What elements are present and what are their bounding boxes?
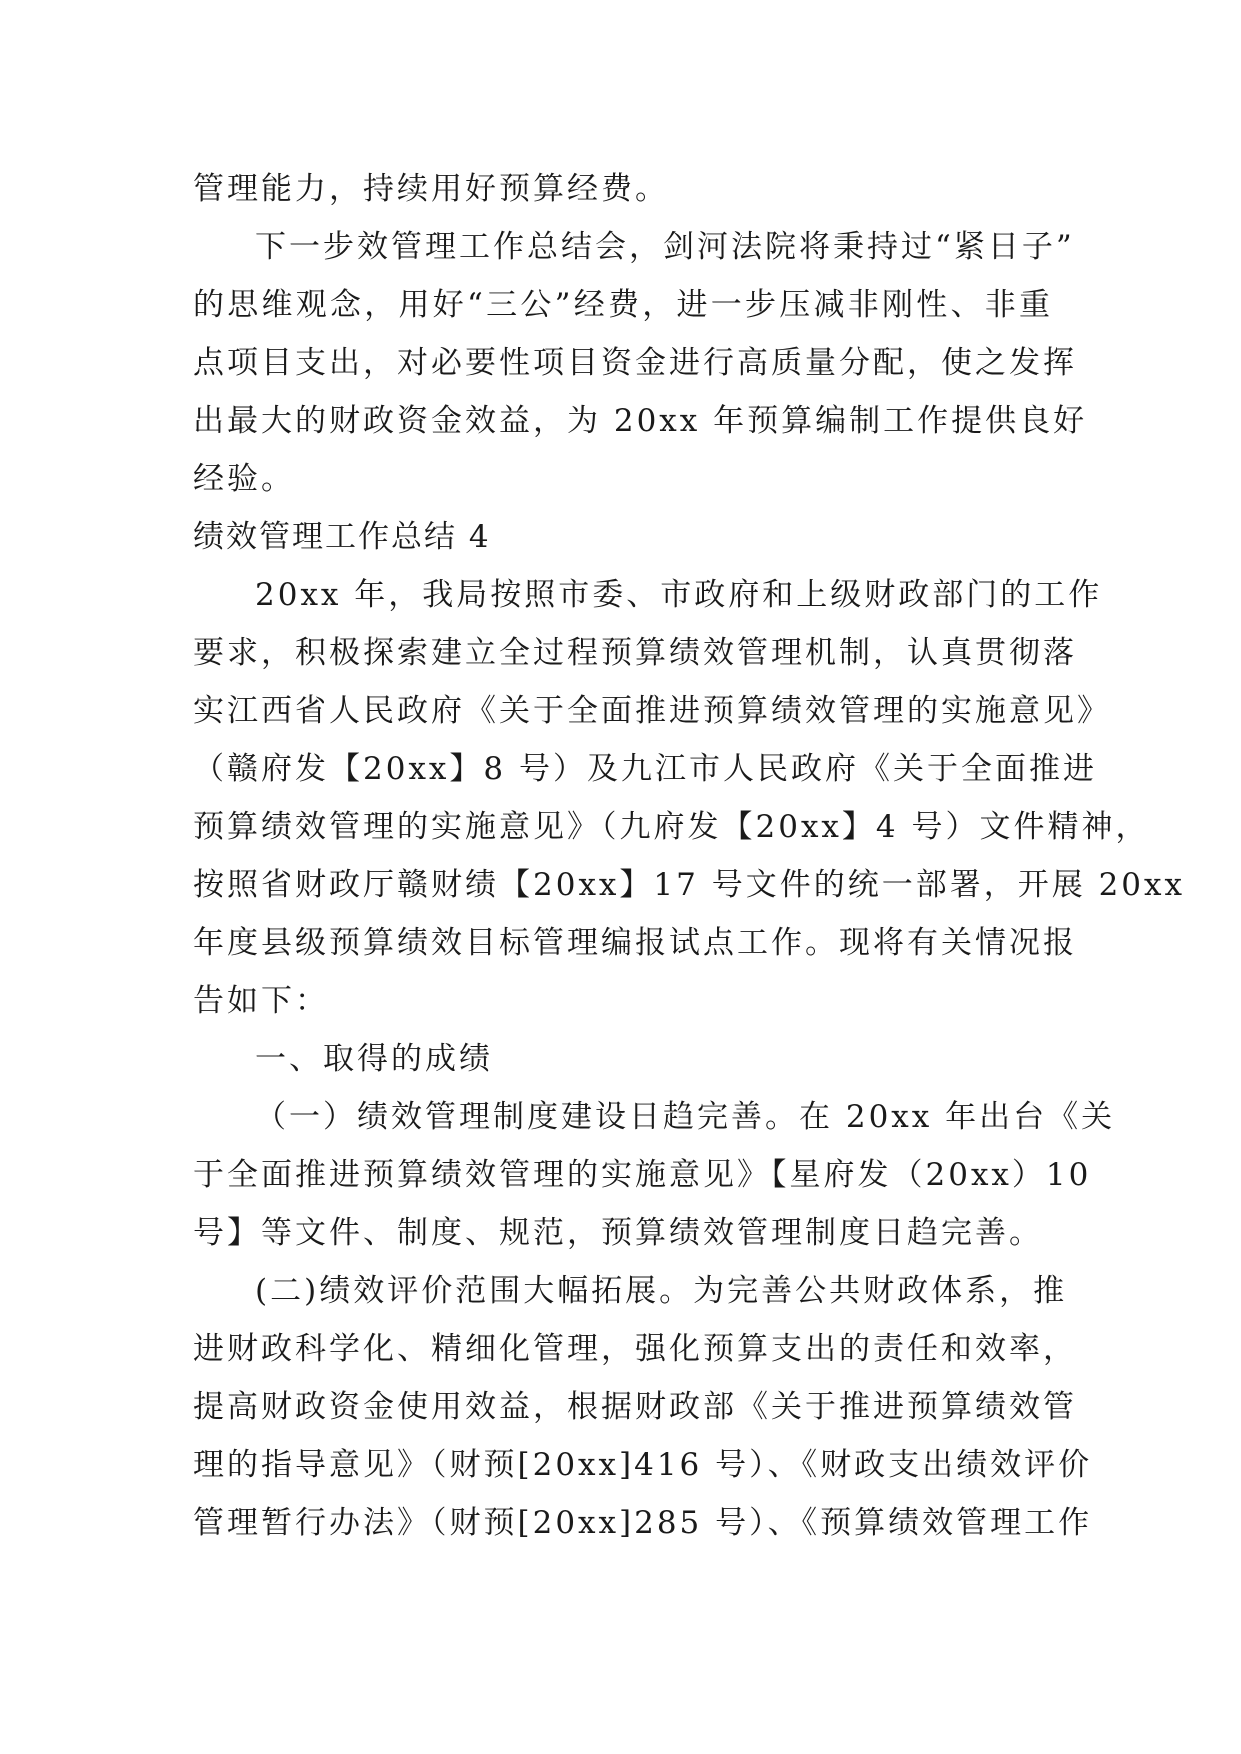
paragraph-line: （一）绩效管理制度建设日趋完善。在 20xx 年出台《关 bbox=[255, 1099, 1116, 1135]
paragraph-line: （赣府发【20xx】8 号）及九江市人民政府《关于全面推进 bbox=[193, 751, 1097, 787]
document-body bbox=[193, 160, 1185, 1552]
paragraph-line: 实江西省人民政府《关于全面推进预算绩效管理的实施意见》 bbox=[193, 693, 1111, 729]
subsection-heading: 一、取得的成绩 bbox=[255, 1041, 493, 1077]
paragraph-line: 20xx 年，我局按照市委、市政府和上级财政部门的工作 bbox=[255, 577, 1103, 613]
section-title: 绩效管理工作总结 4 bbox=[193, 519, 491, 555]
paragraph-line: 告如下： bbox=[193, 983, 329, 1019]
paragraph-line: 预算绩效管理的实施意见》（九府发【20xx】4 号）文件精神， bbox=[193, 809, 1150, 845]
paragraph-line: 年度县级预算绩效目标管理编报试点工作。现将有关情况报 bbox=[193, 925, 1077, 961]
paragraph-line: (二)绩效评价范围大幅拓展。为完善公共财政体系，推 bbox=[255, 1273, 1068, 1309]
paragraph-line: 理的指导意见》（财预[20xx]416 号）、《财政支出绩效评价 bbox=[193, 1447, 1093, 1483]
paragraph-line: 进财政科学化、精细化管理，强化预算支出的责任和效率， bbox=[193, 1331, 1077, 1367]
paragraph-line: 管理暂行办法》（财预[20xx]285 号）、《预算绩效管理工作 bbox=[193, 1505, 1093, 1541]
paragraph-line: 按照省财政厅赣财绩【20xx】17 号文件的统一部署，开展 20xx bbox=[193, 867, 1185, 903]
paragraph-line: 于全面推进预算绩效管理的实施意见》【星府发（20xx）10 bbox=[193, 1157, 1092, 1193]
paragraph-line: 下一步效管理工作总结会，剑河法院将秉持过“紧日子” bbox=[255, 229, 1075, 265]
paragraph-line: 管理能力，持续用好预算经费。 bbox=[193, 171, 669, 207]
paragraph-line: 号】等文件、制度、规范，预算绩效管理制度日趋完善。 bbox=[193, 1215, 1043, 1251]
paragraph-line: 提高财政资金使用效益，根据财政部《关于推进预算绩效管 bbox=[193, 1389, 1077, 1425]
paragraph-line: 经验。 bbox=[193, 461, 295, 497]
paragraph-line: 出最大的财政资金效益，为 20xx 年预算编制工作提供良好 bbox=[193, 403, 1088, 439]
paragraph-line: 的思维观念，用好“三公”经费，进一步压减非刚性、非重 bbox=[193, 287, 1053, 323]
paragraph-line: 点项目支出，对必要性项目资金进行高质量分配，使之发挥 bbox=[193, 345, 1077, 381]
paragraph-line: 要求，积极探索建立全过程预算绩效管理机制，认真贯彻落 bbox=[193, 635, 1077, 671]
